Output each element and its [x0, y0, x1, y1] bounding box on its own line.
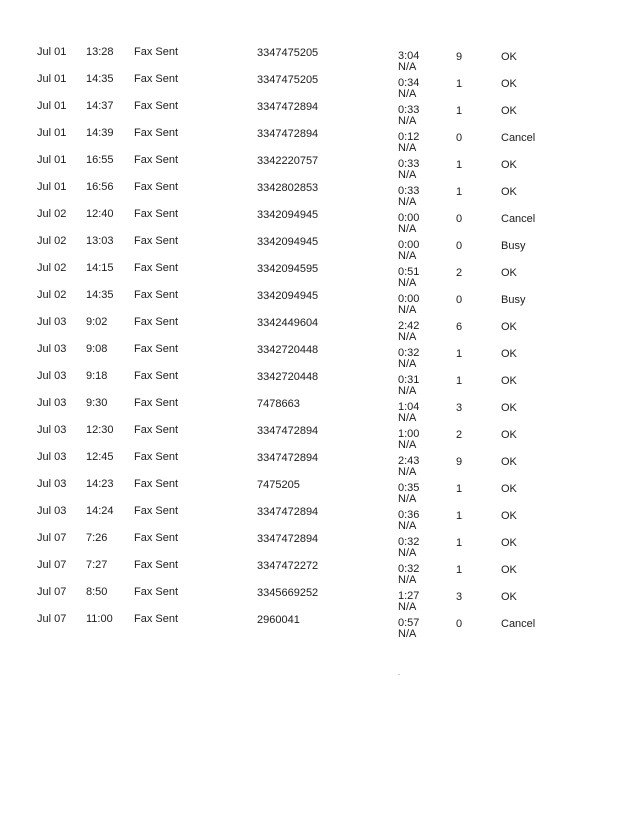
log-row [0, 311, 635, 343]
duration-cell: 0:34 [398, 77, 420, 89]
date-cell: Jul 03 [37, 370, 67, 382]
status-note-cell: N/A [398, 358, 417, 370]
status-note-cell: N/A [398, 169, 417, 181]
time-cell: 9:02 [86, 316, 108, 328]
log-row [0, 581, 635, 613]
log-row [0, 338, 635, 370]
date-cell: Jul 01 [37, 46, 67, 58]
number-cell: 7478663 [257, 398, 300, 410]
status-note-cell: N/A [398, 250, 417, 262]
pages-cell: 0 [456, 618, 463, 630]
type-cell: Fax Sent [134, 478, 179, 490]
number-cell: 3342094945 [257, 209, 319, 221]
log-row [0, 203, 635, 235]
number-cell: 3347472894 [257, 101, 319, 113]
duration-cell: 0:32 [398, 536, 420, 548]
pages-cell: 9 [456, 456, 463, 468]
time-cell: 12:45 [86, 451, 114, 463]
number-cell: 3347475205 [257, 74, 319, 86]
status-note-cell: N/A [398, 628, 417, 640]
duration-cell: 0:00 [398, 212, 420, 224]
date-cell: Jul 07 [37, 559, 67, 571]
log-row [0, 608, 635, 640]
date-cell: Jul 01 [37, 181, 67, 193]
duration-cell: 1:04 [398, 401, 420, 413]
type-cell: Fax Sent [134, 154, 179, 166]
status-note-cell: N/A [398, 304, 417, 316]
type-cell: Fax Sent [134, 235, 179, 247]
log-row [0, 122, 635, 154]
date-cell: Jul 01 [37, 73, 67, 85]
duration-cell: 0:33 [398, 158, 420, 170]
pages-cell: 1 [456, 186, 463, 198]
type-cell: Fax Sent [134, 289, 179, 301]
result-cell: OK [501, 267, 517, 279]
time-cell: 14:24 [86, 505, 114, 517]
log-row [0, 446, 635, 478]
status-note-cell: N/A [398, 412, 417, 424]
log-row [0, 149, 635, 181]
number-cell: 2960041 [257, 614, 300, 626]
pages-cell: 1 [456, 375, 463, 387]
result-cell: OK [501, 186, 517, 198]
number-cell: 3347472894 [257, 425, 319, 437]
number-cell: 3342094945 [257, 290, 319, 302]
result-cell: OK [501, 537, 517, 549]
time-cell: 13:28 [86, 46, 114, 58]
time-cell: 14:37 [86, 100, 114, 112]
log-row [0, 95, 635, 127]
result-cell: OK [501, 429, 517, 441]
pages-cell: 6 [456, 321, 463, 333]
type-cell: Fax Sent [134, 316, 179, 328]
duration-cell: 0:32 [398, 563, 420, 575]
type-cell: Fax Sent [134, 181, 179, 193]
duration-cell: 0:57 [398, 617, 420, 629]
duration-cell: 3:04 [398, 50, 420, 62]
pages-cell: 0 [456, 240, 463, 252]
type-cell: Fax Sent [134, 451, 179, 463]
result-cell: OK [501, 51, 517, 63]
type-cell: Fax Sent [134, 73, 179, 85]
result-cell: Cancel [501, 213, 536, 225]
time-cell: 14:23 [86, 478, 114, 490]
log-row [0, 554, 635, 586]
type-cell: Fax Sent [134, 532, 179, 544]
status-note-cell: N/A [398, 466, 417, 478]
log-row [0, 365, 635, 397]
date-cell: Jul 02 [37, 208, 67, 220]
result-cell: Busy [501, 294, 526, 306]
log-row [0, 527, 635, 559]
duration-cell: 0:35 [398, 482, 420, 494]
date-cell: Jul 03 [37, 397, 67, 409]
log-row [0, 473, 635, 505]
pages-cell: 3 [456, 402, 463, 414]
status-note-cell: N/A [398, 547, 417, 559]
number-cell: 3342094595 [257, 263, 319, 275]
status-note-cell: N/A [398, 601, 417, 613]
date-cell: Jul 07 [37, 532, 67, 544]
time-cell: 7:26 [86, 532, 108, 544]
number-cell: 7475205 [257, 479, 300, 491]
duration-cell: 0:31 [398, 374, 420, 386]
pages-cell: 1 [456, 348, 463, 360]
pages-cell: 1 [456, 483, 463, 495]
log-row [0, 257, 635, 289]
result-cell: OK [501, 159, 517, 171]
number-cell: 3347475205 [257, 47, 319, 59]
date-cell: Jul 07 [37, 586, 67, 598]
log-row [0, 500, 635, 532]
time-cell: 14:15 [86, 262, 114, 274]
result-cell: OK [501, 510, 517, 522]
status-note-cell: N/A [398, 520, 417, 532]
log-row [0, 284, 635, 316]
type-cell: Fax Sent [134, 370, 179, 382]
result-cell: OK [501, 321, 517, 333]
date-cell: Jul 02 [37, 235, 67, 247]
number-cell: 3342720448 [257, 344, 319, 356]
time-cell: 14:35 [86, 73, 114, 85]
result-cell: OK [501, 105, 517, 117]
time-cell: 14:35 [86, 289, 114, 301]
log-row [0, 41, 635, 73]
log-row [0, 176, 635, 208]
time-cell: 9:30 [86, 397, 108, 409]
log-row [0, 68, 635, 100]
time-cell: 7:27 [86, 559, 108, 571]
type-cell: Fax Sent [134, 505, 179, 517]
result-cell: OK [501, 564, 517, 576]
status-note-cell: N/A [398, 196, 417, 208]
type-cell: Fax Sent [134, 46, 179, 58]
type-cell: Fax Sent [134, 343, 179, 355]
duration-cell: 2:43 [398, 455, 420, 467]
duration-cell: 1:27 [398, 590, 420, 602]
date-cell: Jul 03 [37, 505, 67, 517]
status-note-cell: N/A [398, 88, 417, 100]
log-row [0, 230, 635, 262]
number-cell: 3342720448 [257, 371, 319, 383]
duration-cell: 2:42 [398, 320, 420, 332]
time-cell: 9:18 [86, 370, 108, 382]
pages-cell: 3 [456, 591, 463, 603]
type-cell: Fax Sent [134, 424, 179, 436]
log-row [0, 392, 635, 424]
status-note-cell: N/A [398, 574, 417, 586]
pages-cell: 9 [456, 51, 463, 63]
result-cell: Cancel [501, 618, 536, 630]
date-cell: Jul 03 [37, 316, 67, 328]
duration-cell: 0:51 [398, 266, 420, 278]
duration-cell: 0:00 [398, 293, 420, 305]
date-cell: Jul 03 [37, 478, 67, 490]
type-cell: Fax Sent [134, 559, 179, 571]
status-note-cell: N/A [398, 439, 417, 451]
result-cell: OK [501, 483, 517, 495]
duration-cell: 0:33 [398, 185, 420, 197]
date-cell: Jul 02 [37, 262, 67, 274]
duration-cell: 0:36 [398, 509, 420, 521]
number-cell: 3342802853 [257, 182, 319, 194]
status-note-cell: N/A [398, 277, 417, 289]
pages-cell: 1 [456, 105, 463, 117]
status-note-cell: N/A [398, 331, 417, 343]
pages-cell: 1 [456, 159, 463, 171]
type-cell: Fax Sent [134, 127, 179, 139]
date-cell: Jul 01 [37, 154, 67, 166]
type-cell: Fax Sent [134, 613, 179, 625]
duration-cell: 0:12 [398, 131, 420, 143]
time-cell: 16:55 [86, 154, 114, 166]
result-cell: Busy [501, 240, 526, 252]
result-cell: OK [501, 402, 517, 414]
result-cell: OK [501, 375, 517, 387]
time-cell: 14:39 [86, 127, 114, 139]
pages-cell: 1 [456, 537, 463, 549]
status-note-cell: N/A [398, 223, 417, 235]
date-cell: Jul 03 [37, 451, 67, 463]
type-cell: Fax Sent [134, 208, 179, 220]
status-note-cell: N/A [398, 61, 417, 73]
status-note-cell: N/A [398, 493, 417, 505]
result-cell: OK [501, 456, 517, 468]
status-note-cell: N/A [398, 115, 417, 127]
date-cell: Jul 02 [37, 289, 67, 301]
number-cell: 3347472894 [257, 128, 319, 140]
number-cell: 3347472894 [257, 533, 319, 545]
duration-cell: 0:32 [398, 347, 420, 359]
date-cell: Jul 01 [37, 100, 67, 112]
duration-cell: 0:33 [398, 104, 420, 116]
time-cell: 8:50 [86, 586, 108, 598]
number-cell: 3342220757 [257, 155, 319, 167]
type-cell: Fax Sent [134, 397, 179, 409]
number-cell: 3345669252 [257, 587, 319, 599]
number-cell: 3342094945 [257, 236, 319, 248]
time-cell: 16:56 [86, 181, 114, 193]
date-cell: Jul 07 [37, 613, 67, 625]
pages-cell: 0 [456, 213, 463, 225]
pages-cell: 2 [456, 429, 463, 441]
type-cell: Fax Sent [134, 586, 179, 598]
date-cell: Jul 01 [37, 127, 67, 139]
number-cell: 3347472272 [257, 560, 319, 572]
duration-cell: 0:00 [398, 239, 420, 251]
duration-cell: 1:00 [398, 428, 420, 440]
time-cell: 12:30 [86, 424, 114, 436]
log-row [0, 419, 635, 451]
time-cell: 13:03 [86, 235, 114, 247]
time-cell: 9:08 [86, 343, 108, 355]
number-cell: 3347472894 [257, 452, 319, 464]
pages-cell: 1 [456, 510, 463, 522]
result-cell: Cancel [501, 132, 536, 144]
scan-speck [398, 674, 400, 675]
pages-cell: 0 [456, 294, 463, 306]
type-cell: Fax Sent [134, 100, 179, 112]
result-cell: OK [501, 78, 517, 90]
result-cell: OK [501, 591, 517, 603]
pages-cell: 1 [456, 564, 463, 576]
result-cell: OK [501, 348, 517, 360]
pages-cell: 2 [456, 267, 463, 279]
time-cell: 11:00 [86, 613, 113, 625]
date-cell: Jul 03 [37, 424, 67, 436]
time-cell: 12:40 [86, 208, 114, 220]
status-note-cell: N/A [398, 385, 417, 397]
number-cell: 3347472894 [257, 506, 319, 518]
status-note-cell: N/A [398, 142, 417, 154]
number-cell: 3342449604 [257, 317, 319, 329]
date-cell: Jul 03 [37, 343, 67, 355]
pages-cell: 0 [456, 132, 463, 144]
pages-cell: 1 [456, 78, 463, 90]
fax-log-table [0, 41, 635, 640]
type-cell: Fax Sent [134, 262, 179, 274]
